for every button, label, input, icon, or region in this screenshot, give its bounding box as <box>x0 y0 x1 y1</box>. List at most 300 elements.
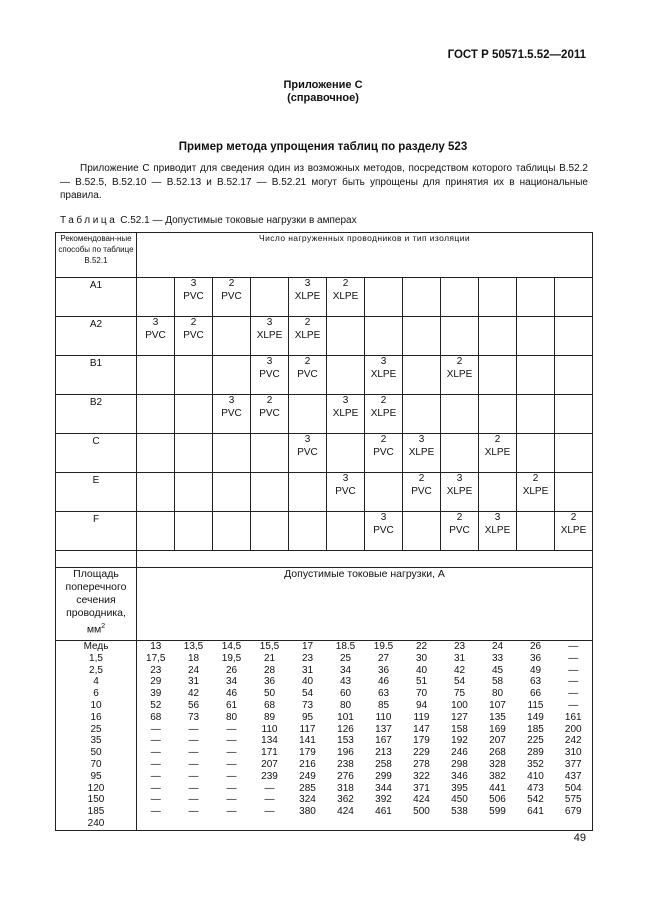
method-cell <box>555 395 593 434</box>
conductor-count: 3 <box>456 473 463 484</box>
load-value: 119 <box>413 711 430 723</box>
load-value: 377 <box>564 758 582 770</box>
load-value: 538 <box>451 806 468 818</box>
method-row-f <box>56 512 593 551</box>
load-value: 395 <box>451 782 468 794</box>
method-row-e <box>56 473 593 512</box>
insulation-type: PVC <box>145 329 166 341</box>
load-value: 52 <box>150 699 162 711</box>
load-value: — <box>226 723 237 735</box>
method-cell <box>213 434 251 473</box>
load-value: 36 <box>529 652 542 664</box>
method-cell <box>327 356 365 395</box>
load-value: 80 <box>225 711 238 723</box>
load-value: 500 <box>413 806 430 818</box>
load-value: 13 <box>150 641 162 652</box>
section-value: 4 <box>93 676 99 688</box>
load-value: — <box>150 747 161 759</box>
area-header-sup: 2 <box>101 623 106 630</box>
load-value: — <box>188 735 199 747</box>
conductor-count: 3 <box>304 278 311 289</box>
load-value: 80 <box>339 699 352 711</box>
load-value: — <box>150 735 161 747</box>
section-value: 25 <box>90 723 102 735</box>
load-value: 26 <box>529 641 542 652</box>
data-row <box>56 641 593 831</box>
load-value: 278 <box>413 758 430 770</box>
insulation-type: XLPE <box>294 329 321 341</box>
load-value: 26 <box>225 664 238 676</box>
insulation-type: XLPE <box>446 485 473 497</box>
method-cell <box>213 278 251 317</box>
load-value: 43 <box>339 676 352 688</box>
load-value: 51 <box>415 676 428 688</box>
current-capacity-table <box>55 232 593 831</box>
load-value: 126 <box>337 723 354 735</box>
load-value: 49 <box>529 664 542 676</box>
insulation-type: XLPE <box>522 485 549 497</box>
load-column-11 <box>517 641 555 831</box>
load-value: 100 <box>451 699 468 711</box>
load-value: 410 <box>527 770 544 782</box>
method-cell <box>289 512 327 551</box>
conductor-count: 2 <box>342 278 349 289</box>
method-cell <box>251 317 289 356</box>
material-label: Медь <box>83 641 109 652</box>
method-cell <box>137 317 175 356</box>
method-name-cell: A1 <box>56 278 137 317</box>
insulation-type: XLPE <box>484 524 511 536</box>
conductor-count: 2 <box>380 395 387 406</box>
load-value: 380 <box>299 806 316 818</box>
load-value: 22 <box>415 641 428 652</box>
conductor-count: 3 <box>494 512 501 523</box>
insulation-type: PVC <box>297 446 318 458</box>
method-cell <box>365 356 403 395</box>
method-row-a2 <box>56 317 593 356</box>
load-value: 21 <box>263 652 276 664</box>
conductor-count: 2 <box>418 473 425 484</box>
load-value: 34 <box>225 676 238 688</box>
load-value: 23 <box>150 664 162 676</box>
insulation-type: XLPE <box>408 446 435 458</box>
load-value: 18 <box>187 652 200 664</box>
load-value: 542 <box>527 794 544 806</box>
load-value: — <box>226 794 237 806</box>
load-column-3 <box>213 641 251 831</box>
conductor-count: 2 <box>570 512 577 523</box>
load-value: 27 <box>377 652 390 664</box>
load-value: 352 <box>527 758 544 770</box>
load-value: — <box>226 782 237 794</box>
load-value: — <box>188 723 199 735</box>
load-value: 225 <box>527 735 544 747</box>
section-value: 16 <box>90 711 102 723</box>
method-cell <box>175 356 213 395</box>
load-value: — <box>150 723 161 735</box>
spacer-row <box>56 551 593 568</box>
conductor-count: 3 <box>342 473 349 484</box>
load-value: — <box>188 806 199 818</box>
load-value: 213 <box>375 747 392 759</box>
section-value: 185 <box>87 806 105 818</box>
loads-header-cell: Допустимые токовые нагрузки, А <box>137 568 593 641</box>
load-value: 242 <box>564 735 582 747</box>
method-cell <box>213 356 251 395</box>
conductor-count: 3 <box>380 356 387 367</box>
method-cell <box>441 434 479 473</box>
method-cell <box>441 356 479 395</box>
annex-heading <box>0 79 646 105</box>
load-value: 15,5 <box>259 641 280 652</box>
conductor-count: 3 <box>266 356 273 367</box>
method-cell <box>213 317 251 356</box>
load-column-9 <box>441 641 479 831</box>
method-cell <box>517 434 555 473</box>
load-value: 46 <box>377 676 390 688</box>
method-cell <box>517 512 555 551</box>
load-value: — <box>188 758 199 770</box>
load-value: — <box>188 794 199 806</box>
load-value: 23 <box>453 641 466 652</box>
section-value: 120 <box>87 782 105 794</box>
load-value: 299 <box>375 770 392 782</box>
load-value: 328 <box>489 758 506 770</box>
insulation-type: XLPE <box>332 290 359 302</box>
method-row-c <box>56 434 593 473</box>
method-cell <box>403 434 441 473</box>
load-value: 25 <box>339 652 352 664</box>
load-column-12 <box>555 641 593 831</box>
conductor-count: 3 <box>342 395 349 406</box>
method-cell <box>327 434 365 473</box>
load-value: 46 <box>225 688 238 700</box>
load-value: 58 <box>491 676 504 688</box>
method-cell <box>213 512 251 551</box>
method-cell <box>441 278 479 317</box>
load-value: 61 <box>225 699 238 711</box>
conductor-count: 2 <box>380 434 387 445</box>
method-name-cell: B1 <box>56 356 137 395</box>
insulation-type: PVC <box>373 524 394 536</box>
method-cell <box>517 395 555 434</box>
load-value: 19,5 <box>221 652 242 664</box>
method-cell <box>555 356 593 395</box>
load-value: — <box>188 747 199 759</box>
load-value: 229 <box>413 747 430 759</box>
method-cell <box>479 434 517 473</box>
method-cell <box>327 317 365 356</box>
load-value: 149 <box>527 711 544 723</box>
load-value: — <box>568 688 579 700</box>
load-value: 63 <box>529 676 542 688</box>
insulation-type: PVC <box>221 407 242 419</box>
load-value: 56 <box>187 699 200 711</box>
load-value: 268 <box>489 747 506 759</box>
method-cell <box>213 395 251 434</box>
insulation-type: XLPE <box>370 407 397 419</box>
load-column-8 <box>403 641 441 831</box>
load-value: — <box>568 699 579 711</box>
load-value: 599 <box>489 806 506 818</box>
method-cell <box>251 356 289 395</box>
load-value: 80 <box>491 688 504 700</box>
method-cell <box>479 473 517 512</box>
conductor-count: 3 <box>380 512 387 523</box>
load-value: 13,5 <box>183 641 204 652</box>
load-value: — <box>150 806 161 818</box>
method-row-b2 <box>56 395 593 434</box>
insulation-type: PVC <box>259 368 280 380</box>
method-cell <box>137 473 175 512</box>
method-header-cell: Рекомендован-ные способы по таблице В.52.1 <box>56 233 137 278</box>
method-cell <box>289 395 327 434</box>
conductor-count: 3 <box>304 434 311 445</box>
load-value: 153 <box>337 735 354 747</box>
conductor-count: 3 <box>152 317 159 328</box>
load-value: — <box>264 782 275 794</box>
method-cell <box>289 473 327 512</box>
load-value: 147 <box>413 723 430 735</box>
method-cell <box>441 512 479 551</box>
load-value: 641 <box>527 806 544 818</box>
load-value: 239 <box>261 770 278 782</box>
method-cell <box>365 512 403 551</box>
method-cell <box>365 434 403 473</box>
load-value: 54 <box>453 676 466 688</box>
insulation-type: XLPE <box>256 329 283 341</box>
load-value: 141 <box>299 735 316 747</box>
load-value: 18.5 <box>335 641 356 652</box>
load-value: 45 <box>491 664 504 676</box>
intro-paragraph: Приложение С приводит для сведения один из возможных методов, посредством которого таблицы В.52.2 — В.52.5, В.52.10 — В.52.13 и В.52.17 — В.52.21 могут быть упрощены для принятия их в национальные правила. <box>60 163 588 201</box>
conductor-count: 3 <box>266 317 273 328</box>
method-cell <box>365 317 403 356</box>
area-header-row <box>56 568 593 641</box>
method-cell <box>327 512 365 551</box>
load-value: 110 <box>375 711 392 723</box>
insulation-type: PVC <box>221 290 242 302</box>
method-name-cell: E <box>56 473 137 512</box>
conductor-count: 2 <box>190 317 197 328</box>
conductor-count: 2 <box>304 356 311 367</box>
method-cell <box>327 473 365 512</box>
load-value: — <box>226 770 237 782</box>
load-value: 17,5 <box>146 652 166 664</box>
load-value: 28 <box>263 664 276 676</box>
load-value: 679 <box>564 806 582 818</box>
method-cell <box>403 512 441 551</box>
insulation-type: PVC <box>373 446 394 458</box>
load-value: 575 <box>564 794 582 806</box>
method-cell <box>555 434 593 473</box>
method-name-cell: C <box>56 434 137 473</box>
load-value: 179 <box>413 735 430 747</box>
method-name-cell: A2 <box>56 317 137 356</box>
load-value: — <box>568 652 579 664</box>
load-value: 441 <box>489 782 506 794</box>
load-value: 24 <box>491 641 504 652</box>
method-cell <box>555 512 593 551</box>
method-cell <box>137 512 175 551</box>
load-value: 54 <box>301 688 314 700</box>
conductor-count: 2 <box>532 473 539 484</box>
load-value: 107 <box>489 699 506 711</box>
section-value: 70 <box>90 758 102 770</box>
load-column-6 <box>327 641 365 831</box>
load-value: 60 <box>339 688 352 700</box>
load-value: 24 <box>187 664 200 676</box>
method-cell <box>517 317 555 356</box>
sections-list <box>56 653 136 830</box>
load-value: 68 <box>263 699 276 711</box>
load-value: 310 <box>564 747 582 759</box>
load-value: 161 <box>564 711 582 723</box>
load-value: 196 <box>337 747 354 759</box>
load-value: 171 <box>261 747 278 759</box>
method-name-cell: F <box>56 512 137 551</box>
load-value: 392 <box>375 794 392 806</box>
insulation-type: XLPE <box>332 407 359 419</box>
method-cell <box>441 473 479 512</box>
load-value: 31 <box>453 652 466 664</box>
insulation-type: PVC <box>449 524 470 536</box>
method-cell <box>175 317 213 356</box>
load-value: 249 <box>299 770 316 782</box>
method-cell <box>251 434 289 473</box>
method-cell <box>327 395 365 434</box>
section-value: 95 <box>90 770 102 782</box>
load-value: — <box>188 782 199 794</box>
load-column-10 <box>479 641 517 831</box>
method-cell <box>175 434 213 473</box>
section-value: 240 <box>87 817 105 829</box>
load-value: 19.5 <box>373 641 394 652</box>
method-cell <box>175 512 213 551</box>
method-cell <box>289 317 327 356</box>
load-value: 42 <box>187 688 200 700</box>
load-value: 289 <box>527 747 544 759</box>
insulation-type: PVC <box>335 485 356 497</box>
insulation-type: XLPE <box>560 524 587 536</box>
load-value: 33 <box>491 652 504 664</box>
section-value: 50 <box>90 747 102 759</box>
load-value: 50 <box>263 688 276 700</box>
load-value: 258 <box>375 758 392 770</box>
insulation-type: XLPE <box>370 368 397 380</box>
method-cell <box>327 278 365 317</box>
method-cell <box>175 395 213 434</box>
load-value: 70 <box>415 688 428 700</box>
insulation-type: XLPE <box>294 290 321 302</box>
sections-column <box>56 641 137 831</box>
load-value: 344 <box>375 782 392 794</box>
load-value: 17 <box>301 641 314 652</box>
method-cell <box>517 356 555 395</box>
load-value: 89 <box>263 711 276 723</box>
load-value: 36 <box>377 664 390 676</box>
table-caption-label: Таблица <box>60 215 118 226</box>
load-value: 73 <box>187 711 200 723</box>
conductor-count: 2 <box>494 434 501 445</box>
page-number: 49 <box>573 832 586 844</box>
load-column-4 <box>251 641 289 831</box>
method-cell <box>479 395 517 434</box>
insulation-type: PVC <box>183 329 204 341</box>
method-cell <box>137 395 175 434</box>
method-cell <box>403 356 441 395</box>
load-column-2 <box>175 641 213 831</box>
method-cell <box>555 278 593 317</box>
method-cell <box>479 317 517 356</box>
load-column-5 <box>289 641 327 831</box>
load-value: 238 <box>337 758 354 770</box>
load-value: 167 <box>375 735 392 747</box>
method-rows <box>56 278 593 551</box>
method-cell <box>251 473 289 512</box>
annex-title: Приложение С <box>283 79 363 91</box>
load-value: 101 <box>337 711 354 723</box>
load-value: 322 <box>413 770 430 782</box>
load-value: — <box>568 664 579 676</box>
section-value: 6 <box>93 688 99 700</box>
load-value: 117 <box>299 723 316 735</box>
load-value: 110 <box>261 723 278 735</box>
load-value: 437 <box>564 770 582 782</box>
insulation-type: XLPE <box>484 446 511 458</box>
load-value: 23 <box>301 652 314 664</box>
load-value: 127 <box>451 711 468 723</box>
method-cell <box>441 395 479 434</box>
load-value: 115 <box>527 699 544 711</box>
load-value: 73 <box>301 699 314 711</box>
insulation-type: PVC <box>297 368 318 380</box>
load-value: 371 <box>413 782 430 794</box>
load-value: 95 <box>301 711 314 723</box>
load-value: 200 <box>564 723 582 735</box>
method-cell <box>137 356 175 395</box>
table-caption <box>60 215 357 226</box>
load-value: 169 <box>489 723 506 735</box>
load-value: 68 <box>150 711 162 723</box>
load-value: 285 <box>299 782 316 794</box>
load-value: 192 <box>451 735 468 747</box>
load-value: 450 <box>451 794 468 806</box>
conductor-count: 3 <box>228 395 235 406</box>
load-value: 362 <box>337 794 354 806</box>
load-value: — <box>150 782 161 794</box>
conductor-count: 2 <box>304 317 311 328</box>
load-value: 34 <box>339 664 352 676</box>
area-header-cell <box>56 568 137 641</box>
load-value: 134 <box>261 735 278 747</box>
conductor-count: 2 <box>456 512 463 523</box>
method-cell <box>403 317 441 356</box>
load-value: 179 <box>299 747 316 759</box>
table-caption-text: С.52.1 — Допустимые токовые нагрузки в амперах <box>117 215 357 226</box>
load-value: — <box>226 747 237 759</box>
method-cell <box>251 512 289 551</box>
table-header-row <box>56 233 593 278</box>
method-cell <box>403 473 441 512</box>
load-value: 31 <box>187 676 200 688</box>
load-value: — <box>264 806 275 818</box>
load-value: 216 <box>299 758 316 770</box>
load-value: — <box>150 758 161 770</box>
load-value: 75 <box>453 688 466 700</box>
method-cell <box>479 278 517 317</box>
area-header-text: Площадь поперечного сечения проводника, мм <box>65 568 127 636</box>
